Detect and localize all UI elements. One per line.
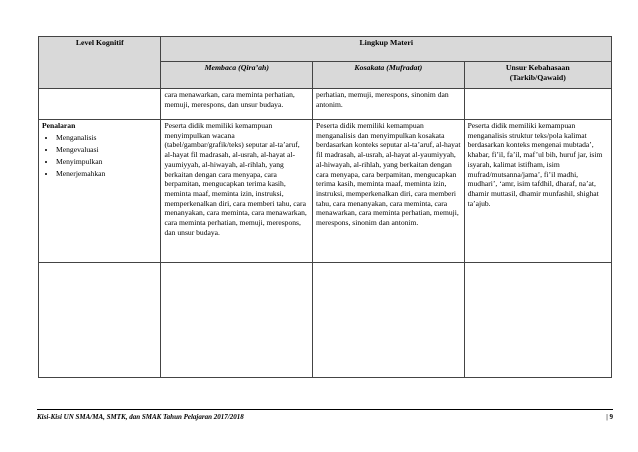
blank-cell <box>161 263 313 378</box>
continuation-row <box>39 89 612 120</box>
level-item: • Menyimpulkan <box>56 156 157 167</box>
level-item: • Menerjemahkan <box>56 168 157 179</box>
cont-kosakata-cell: perhatian, memuji, merespons, sinonim dan antonim. <box>313 89 465 120</box>
membaca-header <box>161 62 313 89</box>
membaca-header-text: Membaca (Qira’ah) <box>204 63 269 72</box>
kosakata-header-text: Kosakata (Mufradat) <box>354 63 423 72</box>
level-penalaran-cell <box>39 120 161 263</box>
materi-table <box>38 36 612 378</box>
unsur-header-line1: Unsur Kebahasaan <box>505 63 570 72</box>
level-kognitif-header: Level Kognitif <box>39 37 161 89</box>
footer-text: Kisi-Kisi UN SMA/MA, SMTK, dan SMAK Tahun Pelajaran 2017/2018 <box>37 413 244 421</box>
kosakata-header <box>313 62 465 89</box>
kosakata-cell: Peserta didik memiliki kemampuan menganalisis dan menyimpulkan kosakata berdasarkan konteks seputar al-ta’aruf, al-hayat fil madrasah, al-usrah, al-hayat al-yaumiyyah, al-hiwayah, al-rihlah, yang berkaitan dengan cara menyapa, cara berpamitan, mengucapkan terima kasih, meminta maaf, meminta izin, instruksi, memperkenalkan diri, cara memberi tahu, cara menanyakan, cara meminta, cara menawarkan, cara meminta perhatian, memuji, merespons, sinonim dan antonim. <box>313 120 465 263</box>
blank-cell <box>39 263 161 378</box>
blank-cell <box>464 263 611 378</box>
blank-cell <box>313 263 465 378</box>
cont-level-cell <box>39 89 161 120</box>
penalaran-row <box>39 120 612 263</box>
level-title: Penalaran <box>42 121 76 130</box>
level-item: • Menganalisis <box>56 132 157 143</box>
unsur-header-line2: (Tarkib/Qawaid) <box>509 72 566 82</box>
page-footer <box>37 409 613 421</box>
unsur-kebahasaan-header <box>464 62 611 89</box>
membaca-cell: Peserta didik memiliki kemampuan menyimpulkan wacana (tabel/gambar/grafik/teks) seputar al-ta’aruf, al-hayat fil madrasah, al-usrah, al-hayat al-yaumiyyah, al-hiwayah, al-rihlah, yang berkaitan dengan cara menyapa, cara berpamitan, mengucapkan terima kasih, meminta maaf, meminta izin, instruksi, memperkenalkan diri, cara memberi tahu, cara menanyakan, cara meminta, cara menawarkan, cara meminta perhatian, memuji, merespons, dan unsur budaya. <box>161 120 313 263</box>
cont-membaca-cell: cara menawarkan, cara meminta perhatian, memuji, merespons, dan unsur budaya. <box>161 89 313 120</box>
level-items-list <box>42 132 157 179</box>
lingkup-materi-header: Lingkup Materi <box>161 37 612 62</box>
level-item: • Mengevaluasi <box>56 144 157 155</box>
header-row-top <box>39 37 612 62</box>
cont-unsur-cell <box>464 89 611 120</box>
page-number: | 9 <box>606 413 613 421</box>
unsur-cell: Peserta didik memiliki kemampuan menganalisis struktur teks/pola kalimat berdasarkan konteks mengenai mubtada’, khabar, fi’il, fa’il, maf’ul bih, huruf jar, isim isyarah, kalimat istifham, isim mufrad/mutsanna/jama’, fi’il madhi, mudhari’, ‘amr, isim tafdhil, dharaf, na’at, dhamir muttasil, dhamir munfashil, shighat ta’ajub. <box>464 120 611 263</box>
blank-row <box>39 263 612 378</box>
